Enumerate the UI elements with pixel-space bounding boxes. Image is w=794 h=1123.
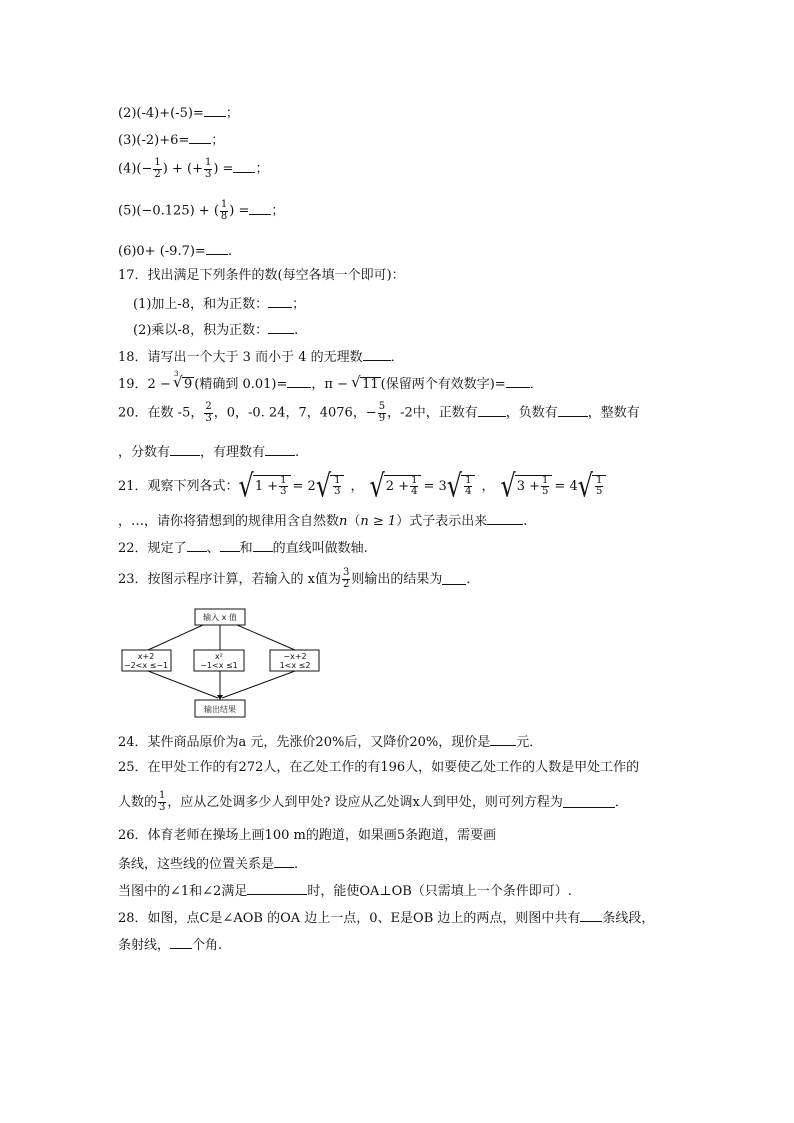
answer-blank[interactable] — [187, 540, 207, 552]
q28-part: 个角. — [192, 938, 223, 953]
radical-term: 2 + — [385, 479, 410, 494]
condition: n ≥ 1 — [360, 514, 397, 529]
fraction-denominator: 3 — [205, 412, 212, 424]
answer-blank[interactable] — [265, 444, 295, 456]
fraction — [378, 402, 386, 424]
q16-item-3 — [118, 132, 224, 147]
q25-line-2 — [118, 791, 628, 813]
radical-sign: √ — [369, 467, 385, 505]
q21-part: ，…，请你将猜想到的规律用含自然数 — [118, 514, 340, 529]
fraction-numerator: 1 — [334, 474, 341, 486]
q26-part: 条线，这些线的位置关系是 — [118, 857, 275, 872]
fraction-denominator: 3 — [280, 486, 287, 497]
cube-root-index: 3 — [173, 370, 179, 378]
answer-blank[interactable] — [253, 540, 273, 552]
q20-part: ，有理数有 — [200, 445, 266, 460]
answer-blank[interactable] — [206, 243, 228, 255]
equals-term: = 2 — [292, 478, 316, 494]
q16-item-4-part: ) = — [213, 161, 234, 177]
q16-item-4-part: (4)(− — [118, 161, 153, 177]
answer-blank[interactable] — [220, 540, 240, 552]
flow-arrow — [148, 625, 203, 650]
q19-part: 19．2 − — [118, 377, 171, 392]
radical-expression — [446, 467, 476, 505]
fraction-numerator: 2 — [205, 401, 212, 412]
radical-body — [515, 475, 553, 498]
answer-blank[interactable] — [274, 856, 294, 868]
q16-item-3-end: ； — [211, 133, 225, 148]
q16-item-2-end: ； — [225, 106, 239, 121]
q18-end: ． — [390, 350, 404, 365]
program-flowchart — [118, 605, 328, 721]
q20-part: ，负数有 — [505, 405, 558, 421]
q20-end: . — [295, 445, 300, 460]
q17-part-2 — [133, 322, 298, 337]
fraction — [279, 476, 287, 498]
radical-sign: √ — [500, 467, 516, 505]
q20-part: ，分数有 — [118, 445, 171, 460]
radical-expression — [238, 467, 291, 505]
answer-blank[interactable] — [170, 937, 192, 949]
radical-body — [461, 475, 475, 498]
fraction-numerator: 1 — [411, 474, 418, 486]
equals-term: = 4 — [554, 478, 578, 494]
left-branch-range: −2<x ≤−1 — [123, 661, 169, 670]
q16-item-5-part: ) = — [229, 203, 250, 219]
fraction-denominator: 3 — [204, 168, 212, 180]
fraction-numerator: 1 — [596, 474, 603, 486]
q17-part-2-end: . — [294, 323, 299, 338]
fraction-numerator: 1 — [465, 474, 472, 486]
flow-arrow — [222, 671, 295, 698]
answer-blank[interactable] — [563, 796, 615, 808]
q27-part: 时，能使OA⊥OB（只需填上一个条件即可）. — [307, 884, 572, 899]
answer-blank[interactable] — [249, 203, 271, 215]
fraction — [153, 158, 161, 180]
q16-item-4-part: ) + (+ — [162, 161, 203, 177]
q19-end: ． — [529, 377, 543, 392]
radical-sign: √ — [315, 467, 332, 505]
q25-part: 人数的 — [118, 794, 158, 810]
answer-blank[interactable] — [442, 573, 466, 585]
q21-end: . — [523, 514, 528, 529]
fraction-numerator: 1 — [542, 474, 549, 486]
fraction — [342, 568, 350, 590]
q28-line-1 — [118, 910, 654, 925]
right-branch-formula: −x+2 — [283, 652, 307, 661]
q25-end: ． — [614, 794, 628, 810]
q16-item-4 — [118, 158, 268, 180]
answer-blank[interactable] — [170, 444, 200, 456]
q23-part: 23．按图示程序计算，若输入的 x值为 — [118, 571, 342, 587]
q19-part: ，π − — [311, 377, 348, 392]
q22-part: 的直线叫做数轴. — [272, 541, 368, 556]
q24-part: 24．某件商品原价为a 元，先涨价20%后，又降价20%，现价是 — [118, 735, 491, 750]
answer-blank[interactable] — [558, 405, 588, 417]
fraction — [595, 476, 603, 498]
fraction — [410, 476, 418, 498]
fraction-denominator: 9 — [378, 412, 386, 424]
q16-item-3-expr: (3)(-2)+6= — [118, 133, 190, 148]
fraction-denominator: 8 — [220, 210, 228, 222]
fraction-denominator: 4 — [465, 486, 472, 497]
q21-part: ）式子表示出来 — [396, 514, 488, 529]
q20-part: ，-2中，正数有 — [387, 405, 478, 421]
q19 — [118, 370, 543, 392]
answer-blank[interactable] — [189, 132, 211, 144]
output-label: 输出结果 — [204, 705, 236, 714]
q19-part: (精确到 0.01)= — [194, 377, 288, 392]
middle-branch-formula: x² — [215, 652, 223, 661]
radical-sign: √ — [446, 467, 463, 505]
fraction-denominator: 2 — [343, 578, 350, 590]
radical-term: 1 + — [254, 479, 279, 494]
variable-n: n — [339, 514, 348, 529]
q21-part: 21．观察下列各式： — [118, 478, 239, 494]
separator: ， — [350, 478, 364, 494]
radical-sign: √ — [577, 467, 594, 505]
q22 — [118, 540, 368, 555]
fraction — [204, 158, 212, 180]
fraction — [541, 476, 549, 498]
q16-item-2-expr: (2)(-4)+(-5)= — [118, 106, 204, 121]
answer-blank[interactable] — [478, 405, 506, 417]
fraction-numerator: 1 — [280, 474, 287, 486]
fraction-numerator: 1 — [204, 157, 212, 168]
q22-part: 、 — [206, 541, 220, 556]
answer-blank[interactable] — [233, 161, 255, 173]
fraction-numerator: 1 — [220, 199, 228, 210]
q18 — [118, 349, 404, 364]
left-branch-formula: x+2 — [137, 652, 155, 661]
q26-line-1: 26．体育老师在操场上画100 m的跑道，如果画5条跑道，需要画 — [118, 828, 497, 843]
q27-part: 当图中的∠1和∠2满足 — [118, 884, 248, 899]
fraction-denominator: 5 — [542, 486, 549, 497]
q28-part: 28．如图，点C是∠AOB 的OA 边上一点，0、E是OB 边上的两点，则图中共有 — [118, 911, 581, 926]
fraction — [464, 476, 472, 498]
fraction-numerator: 1 — [159, 790, 166, 801]
answer-blank[interactable] — [287, 376, 311, 388]
answer-blank[interactable] — [247, 883, 307, 895]
separator: ， — [481, 478, 495, 494]
q28-line-2 — [118, 937, 222, 952]
q16-item-6-end: . — [227, 244, 232, 259]
answer-blank[interactable] — [204, 105, 226, 117]
q16-item-5-end: ； — [271, 203, 285, 219]
q21-line-2 — [118, 513, 527, 528]
radical-term: 3 + — [516, 479, 541, 494]
q23-part: 则输出的结果为 — [351, 571, 443, 587]
q21-line-1 — [118, 467, 606, 505]
q26-line-2 — [118, 856, 298, 871]
fraction-denominator: 3 — [159, 801, 166, 813]
radical-expression — [369, 467, 422, 505]
q17-part-1-end: ； — [292, 297, 306, 312]
input-label: 输入 x 值 — [203, 613, 237, 622]
radical-expression — [315, 467, 345, 505]
fraction-denominator: 2 — [154, 168, 161, 180]
radical-sign: √ — [238, 467, 254, 505]
fraction-denominator: 5 — [596, 486, 603, 497]
radical-body — [330, 475, 344, 498]
q17-part-1 — [133, 296, 305, 311]
q20-part: ，0，-0. 24，7，4076，− — [213, 405, 377, 421]
q28-part: 条射线， — [118, 938, 171, 953]
q20-line-2 — [118, 444, 299, 459]
q16-item-6-expr: (6)0+ (-9.7)= — [118, 244, 206, 259]
q24 — [118, 734, 542, 749]
q21-part: （ — [347, 514, 361, 529]
q16-item-5 — [118, 200, 284, 222]
fraction — [333, 476, 341, 498]
answer-blank[interactable] — [487, 513, 523, 525]
radical-body — [592, 475, 606, 498]
answer-blank[interactable] — [580, 910, 602, 922]
fraction-numerator: 5 — [378, 401, 386, 412]
equals-term: = 3 — [423, 478, 447, 494]
q23-end: ． — [466, 571, 480, 587]
answer-blank[interactable] — [268, 322, 294, 334]
fraction-denominator: 3 — [334, 486, 341, 497]
radical-expression — [577, 467, 607, 505]
q25-part: ，应从乙处调多少人到甲处? 设应从乙处调x人到甲处，则可列方程为 — [167, 794, 563, 810]
q17-part-2-text: (2)乘以-8，积为正数： — [133, 323, 269, 338]
q27 — [118, 883, 572, 898]
right-branch-range: 1<x ≤2 — [279, 661, 311, 670]
flow-arrow — [237, 625, 295, 650]
cube-root-radicand: √ 9 — [182, 377, 194, 391]
q17-title: 17．找出满足下列条件的数(每空各填一个即可)： — [118, 268, 405, 283]
q25-line-1: 25．在甲处工作的有272人，在乙处工作的有196人，如要使乙处工作的人数是甲处工作的 — [118, 760, 640, 775]
fraction — [204, 402, 212, 424]
q26-end: . — [294, 857, 299, 872]
answer-blank[interactable] — [490, 734, 516, 746]
answer-blank[interactable] — [268, 296, 292, 308]
q20-part: 20．在数 -5， — [118, 405, 204, 421]
flow-arrow — [148, 671, 218, 698]
q16-item-2 — [118, 105, 239, 120]
middle-branch-range: −1<x ≤1 — [200, 661, 238, 670]
q22-part: 和 — [239, 541, 253, 556]
fraction-denominator: 4 — [411, 486, 418, 497]
q24-end: 元． — [516, 735, 543, 750]
square-root-radicand: √ 11 — [360, 377, 381, 391]
q18-text: 18．请写出一个大于 3 而小于 4 的无理数 — [118, 350, 363, 365]
q17-part-1-text: (1)加上-8，和为正数： — [133, 297, 269, 312]
fraction — [158, 791, 166, 813]
answer-blank[interactable] — [363, 349, 391, 361]
fraction — [220, 200, 228, 222]
q23 — [118, 568, 479, 590]
q19-part: (保留两个有效数字)= — [380, 377, 506, 392]
q16-item-5-part: (5)(−0.125) + ( — [118, 203, 219, 219]
q20-part: ，整数有 — [587, 405, 640, 421]
radical-expression — [500, 467, 552, 505]
q20-line-1 — [118, 402, 640, 424]
q28-part: 条线段， — [602, 911, 655, 926]
answer-blank[interactable] — [506, 376, 530, 388]
radical-body — [253, 475, 291, 498]
fraction-numerator: 1 — [154, 157, 161, 168]
q22-part: 22．规定了 — [118, 541, 187, 556]
fraction-numerator: 3 — [343, 567, 350, 578]
q16-item-4-end: ； — [255, 161, 269, 177]
cube-root — [173, 370, 194, 392]
radical-body — [384, 475, 422, 498]
q16-item-6 — [118, 243, 232, 258]
